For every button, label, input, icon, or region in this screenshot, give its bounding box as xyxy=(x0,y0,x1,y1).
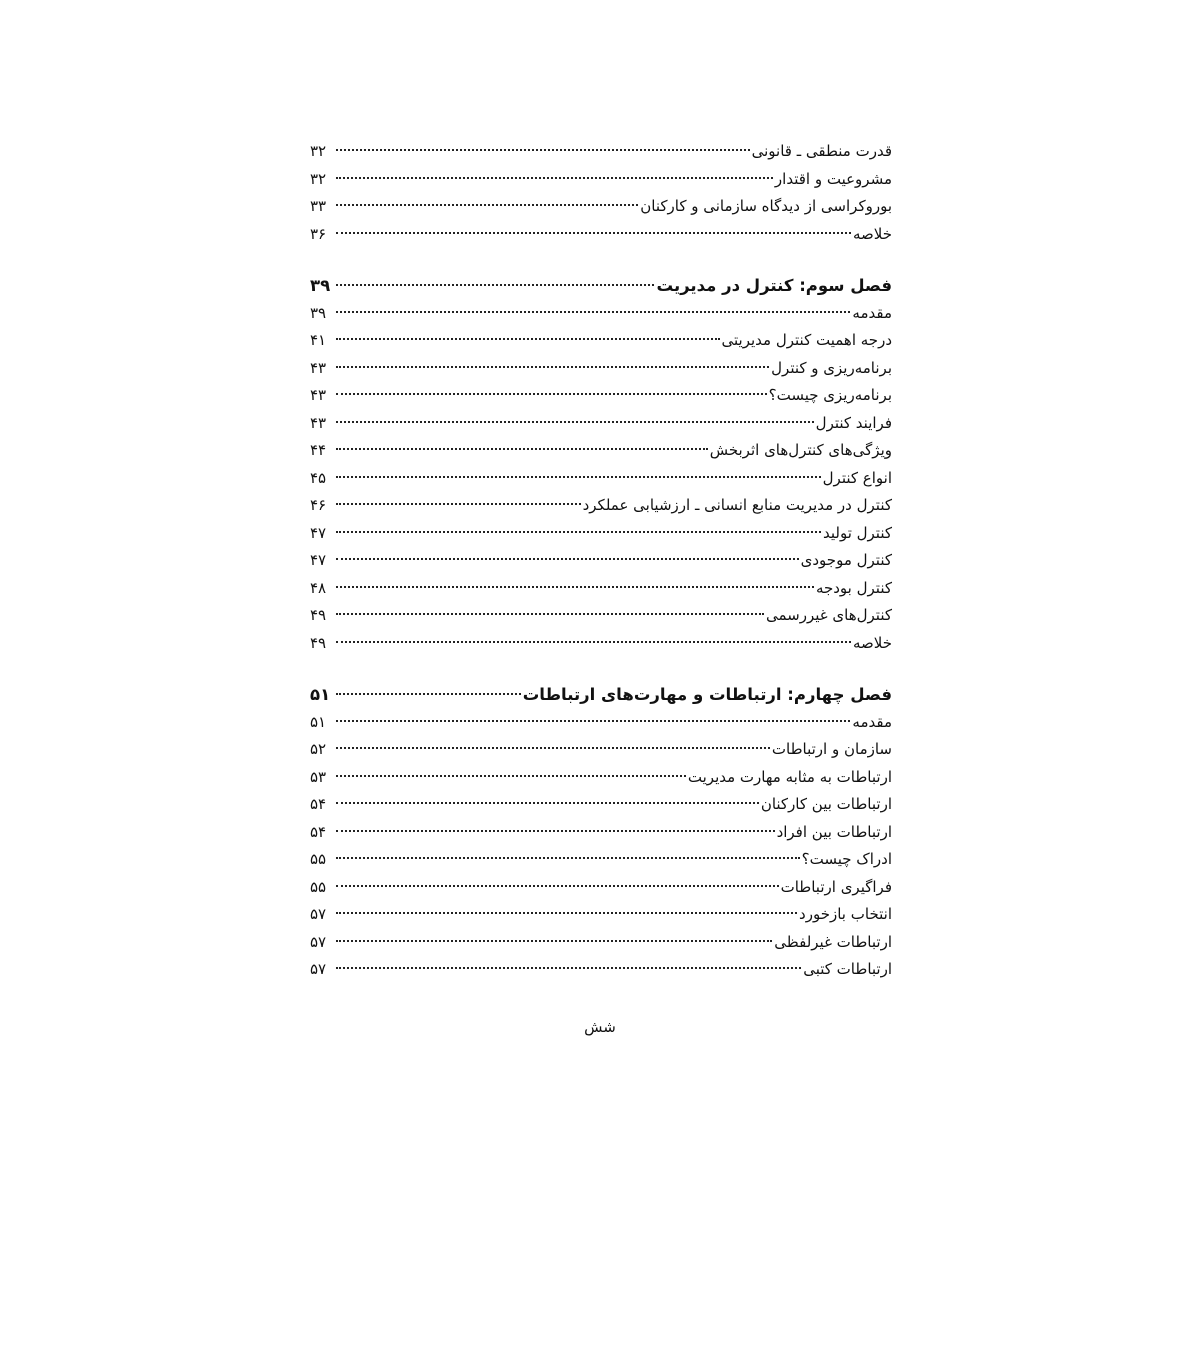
toc-entry xyxy=(310,492,892,520)
dot-leader xyxy=(336,393,767,395)
toc-entry xyxy=(310,819,892,847)
toc-entry-title: برنامه‌ریزی و کنترل xyxy=(771,358,892,377)
dot-leader xyxy=(336,503,581,505)
toc-entry-page: ۵۱ xyxy=(310,712,327,731)
toc-entry-title: مشروعیت و اقتدار xyxy=(774,169,892,188)
toc-entry-page: ۵۷ xyxy=(310,932,327,951)
toc-entry xyxy=(310,874,892,902)
dot-leader xyxy=(336,366,769,368)
toc-entry-title: مقدمه xyxy=(852,303,892,322)
toc-entry-page: ۳۶ xyxy=(310,224,327,243)
dot-leader xyxy=(336,830,775,832)
dot-leader xyxy=(336,448,708,450)
toc-entry-title: انواع کنترل xyxy=(822,468,892,487)
toc-entry-page: ۵۱ xyxy=(310,685,331,704)
toc-entry xyxy=(310,929,892,957)
toc-entry xyxy=(310,300,892,328)
toc-entry xyxy=(310,166,892,194)
table-of-contents xyxy=(310,138,892,984)
dot-leader xyxy=(336,284,654,286)
dot-leader xyxy=(336,531,821,533)
toc-entry-page: ۵۵ xyxy=(310,877,327,896)
dot-leader xyxy=(336,940,772,942)
toc-chapter-heading xyxy=(310,272,892,300)
toc-chapter-heading xyxy=(310,681,892,709)
toc-chapter-4 xyxy=(310,681,892,984)
toc-entry xyxy=(310,846,892,874)
toc-entry xyxy=(310,602,892,630)
dot-leader xyxy=(336,421,814,423)
toc-entry-title: ادراک چیست؟ xyxy=(801,850,892,868)
toc-entry-title: انتخاب بازخورد xyxy=(799,905,892,923)
toc-entry-page: ۳۹ xyxy=(310,276,331,295)
toc-entry xyxy=(310,764,892,792)
toc-entry-page: ۴۹ xyxy=(310,633,327,652)
toc-entry-title: فرایند کنترل xyxy=(815,413,892,432)
toc-entry xyxy=(310,901,892,929)
toc-entry-title: کنترل موجودی xyxy=(800,551,892,569)
dot-leader xyxy=(336,912,797,914)
toc-section-continued xyxy=(310,138,892,248)
toc-entry-title: کنترل بودجه xyxy=(815,578,892,597)
dot-leader xyxy=(336,232,851,234)
toc-entry-page: ۴۱ xyxy=(310,331,327,349)
toc-entry xyxy=(310,465,892,493)
toc-entry-title: کنترل تولید xyxy=(822,523,892,542)
toc-entry xyxy=(310,193,892,221)
toc-entry-page: ۴۶ xyxy=(310,496,327,514)
toc-entry xyxy=(310,410,892,438)
toc-entry-page: ۵۷ xyxy=(310,905,327,923)
toc-entry-title: فراگیری ارتباطات xyxy=(780,877,892,896)
toc-entry-title: درجه اهمیت کنترل مدیریتی xyxy=(721,331,892,349)
dot-leader xyxy=(336,641,851,643)
toc-entry xyxy=(310,736,892,764)
dot-leader xyxy=(336,338,720,340)
toc-entry-page: ۵۷ xyxy=(310,960,327,978)
toc-entry-page: ۴۳ xyxy=(310,386,327,404)
toc-entry-page: ۴۳ xyxy=(310,413,327,432)
toc-entry-title: کنترل در مدیریت منابع انسانی ـ ارزشیابی عملکرد xyxy=(582,496,892,514)
toc-chapter-3 xyxy=(310,272,892,657)
dot-leader xyxy=(336,204,638,206)
dot-leader xyxy=(336,149,750,151)
toc-entry xyxy=(310,355,892,383)
toc-entry-title: مقدمه xyxy=(852,712,892,731)
toc-entry-title: ویژگی‌های کنترل‌های اثربخش xyxy=(709,441,892,459)
toc-entry-title: ارتباطات به مثابه مهارت مدیریت xyxy=(687,767,892,786)
toc-entry-title: فصل چهارم: ارتباطات و مهارت‌های ارتباطات xyxy=(522,685,892,704)
toc-entry-title: ارتباطات بین کارکنان xyxy=(760,795,892,813)
dot-leader xyxy=(336,885,779,887)
toc-entry-page: ۳۲ xyxy=(310,169,327,188)
toc-entry-title: فصل سوم: کنترل در مدیریت xyxy=(656,276,892,295)
toc-entry-page: ۳۹ xyxy=(310,303,327,322)
toc-entry-page: ۴۸ xyxy=(310,578,327,597)
dot-leader xyxy=(336,802,759,804)
dot-leader xyxy=(336,311,850,313)
toc-entry-title: بوروکراسی از دیدگاه سازمانی و کارکنان xyxy=(640,197,892,215)
toc-entry xyxy=(310,547,892,575)
toc-entry-page: ۳۳ xyxy=(310,197,327,215)
dot-leader xyxy=(336,747,770,749)
dot-leader xyxy=(336,586,814,588)
toc-entry xyxy=(310,520,892,548)
toc-entry xyxy=(310,630,892,658)
dot-leader xyxy=(336,857,800,859)
dot-leader xyxy=(336,967,801,969)
toc-entry-page: ۴۳ xyxy=(310,358,327,377)
dot-leader xyxy=(336,693,521,695)
toc-entry-page: ۴۷ xyxy=(310,523,327,542)
toc-entry xyxy=(310,956,892,984)
toc-entry-page: ۵۳ xyxy=(310,767,327,786)
toc-entry-title: ارتباطات کتبی xyxy=(803,960,892,978)
toc-entry-title: برنامه‌ریزی چیست؟ xyxy=(768,386,892,404)
dot-leader xyxy=(336,720,850,722)
dot-leader xyxy=(336,558,799,560)
toc-entry-page: ۵۵ xyxy=(310,850,327,868)
toc-entry xyxy=(310,138,892,166)
dot-leader xyxy=(336,775,686,777)
toc-entry-page: ۵۲ xyxy=(310,740,327,758)
toc-entry-title: سازمان و ارتباطات xyxy=(771,740,892,758)
toc-entry-page: ۴۹ xyxy=(310,606,327,624)
toc-entry xyxy=(310,221,892,249)
page-number: شش xyxy=(584,1018,616,1036)
toc-entry-page: ۴۴ xyxy=(310,441,327,459)
toc-entry-title: خلاصه xyxy=(852,224,892,243)
dot-leader xyxy=(336,476,821,478)
toc-entry-page: ۴۵ xyxy=(310,468,327,487)
toc-entry xyxy=(310,327,892,355)
toc-entry xyxy=(310,791,892,819)
toc-entry-page: ۵۴ xyxy=(310,822,327,841)
toc-entry xyxy=(310,575,892,603)
dot-leader xyxy=(336,613,764,615)
dot-leader xyxy=(336,177,773,179)
toc-entry-title: خلاصه xyxy=(852,633,892,652)
toc-entry-title: کنترل‌های غیررسمی xyxy=(766,606,892,624)
toc-entry-page: ۴۷ xyxy=(310,551,327,569)
toc-entry-page: ۵۴ xyxy=(310,795,327,813)
toc-entry-title: ارتباطات غیرلفظی xyxy=(774,932,892,951)
toc-entry xyxy=(310,437,892,465)
toc-entry-title: قدرت منطقی ـ قانونی xyxy=(751,142,892,160)
toc-entry-title: ارتباطات بین افراد xyxy=(776,822,892,841)
toc-entry-page: ۳۲ xyxy=(310,142,327,160)
toc-entry xyxy=(310,709,892,737)
toc-entry xyxy=(310,382,892,410)
